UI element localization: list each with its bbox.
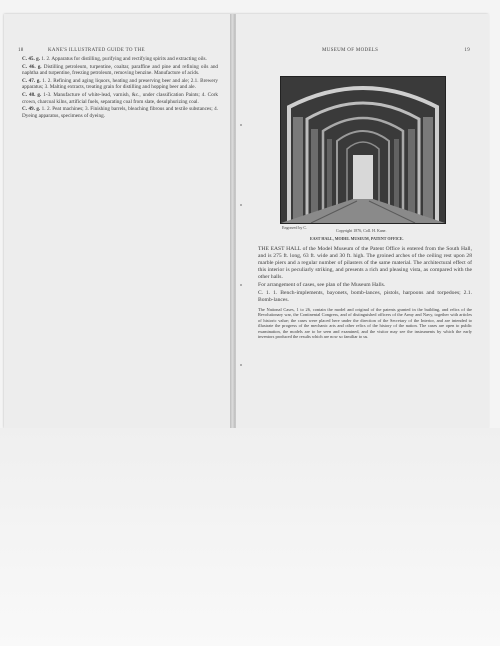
left-running-title: KANE'S ILLUSTRATED GUIDE TO THE xyxy=(48,48,145,53)
left-page-body xyxy=(22,56,218,120)
book-spread xyxy=(4,14,488,428)
right-paragraph: C. 1. 1. Bench-implements, bayonets, bomb-lances, pistols, harpoons and torpedoes; 2.1. Bomb-lances. xyxy=(258,290,472,303)
plate-copyright: Copyright 1876, Coll. H. Kane. xyxy=(336,228,387,233)
right-fine-print: The National Cases, 1 to 26, contain the model and original of the patents granted in the building, and relics of the Revolutionary war, the Continental Congress, and of distinguished officers of the Army and Navy, together with articles of historic value; the cases were placed here under the direction of the Secretary of the Interior, and are intended to illustrate the progress of the mechanic arts and other relics of the history of the nation. The cases are open to public examination, the models are to be seen and examined, and the visitor may see the instruments by which the early inventors produced the results which are now so familiar to us. xyxy=(258,307,472,340)
engraver-credit: Engraved by C. xyxy=(282,225,307,230)
left-paragraph: C. 48. g. 1-3. Manufacture of white-lead, varnish, &c., under classification Paints; 4. Cork crown, charcoal kilns, artificial fuels, separating coal from slate, desulphurizing coal. xyxy=(22,91,219,105)
right-page xyxy=(235,14,489,428)
scan-background xyxy=(0,428,500,646)
binding-hole xyxy=(240,364,242,366)
left-page-number: 18 xyxy=(18,48,24,53)
left-paragraph: C. 47. g. 1. 2. Refining and aging liquors, heating and preserving beer and ale; 2.1. Brewery apparatus; 3. Malting extracts, treating grain for distilling and hopping beer and ale. xyxy=(22,77,219,91)
right-paragraph: For arrangement of cases, see plan of the Museum Halls. xyxy=(258,282,386,288)
right-page-number: 19 xyxy=(464,48,470,53)
left-paragraph: C. 49. g. 1. 2. Peat machines; 3. Finishing barrels, bleaching fibrous and textile substances; 4. Dyeing apparatus, specimens of dyeing. xyxy=(22,106,218,119)
east-hall-engraving xyxy=(280,76,446,224)
binding-hole xyxy=(240,204,242,206)
right-paragraph: THE EAST HALL of the Model Museum of the Patent Office is entered from the South Hall, and is 275 ft. long, 63 ft. wide and 30 ft. high. The groined arches of the ceiling rest upon 28 marble piers and a regular number of pilasters of the same material. The architectural effect of this interior is peculiarly striking, and presents a rich and pleasing vista, as compared with the other halls. xyxy=(258,246,472,280)
left-paragraph: C. 46. g. Distilling petroleum, turpentine, coaltar, paraffine and pine and refining oils and naphtha and turpentine, freezing petroleum, removing benzine. Manufacture of acids. xyxy=(22,63,219,77)
right-running-title: MUSEUM OF MODELS xyxy=(322,48,379,53)
binding-hole xyxy=(240,284,242,286)
hall-illustration xyxy=(281,77,445,223)
plate-subcaption: EAST HALL, MODEL MUSEUM, PATENT OFFICE. xyxy=(310,236,404,241)
right-page-body xyxy=(258,246,472,340)
left-page xyxy=(4,14,231,428)
left-paragraph: C. 45. g. 1. 2. Apparatus for distilling, purifying and rectifying spirits and extracting oils. xyxy=(22,56,207,62)
binding-hole xyxy=(240,124,242,126)
